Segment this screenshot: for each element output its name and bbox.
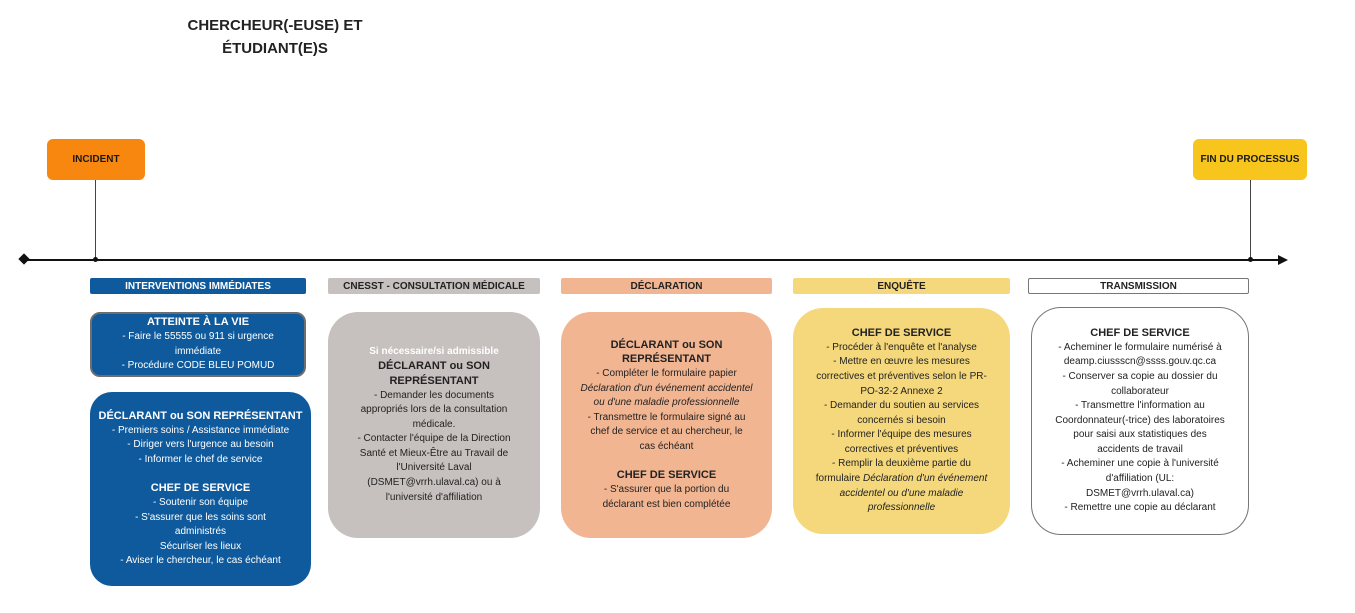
interventions-roles-box bbox=[90, 392, 311, 586]
transmission-box bbox=[1031, 307, 1249, 535]
enquete-mixed-plain: formulaire bbox=[815, 473, 864, 485]
end-of-process-milestone: FIN DU PROCESSUS bbox=[1193, 139, 1307, 180]
cnesst-line: l'université d'affiliation bbox=[385, 491, 483, 503]
transmission-line: collaborateur bbox=[1111, 385, 1169, 397]
cnesst-line: Santé et Mieux-Être au Travail de bbox=[359, 447, 509, 459]
declaration-chef-line: - S'assurer que la portion du bbox=[603, 484, 730, 496]
declaration-heading: REPRÉSENTANT bbox=[621, 353, 712, 366]
timeline-dot-incident bbox=[93, 257, 98, 262]
enquete-line: correctives et préventives selon le PR- bbox=[816, 370, 987, 382]
transmission-line: accidents de travail bbox=[1097, 443, 1183, 455]
cnesst-line: appropriés lors de la consultation bbox=[360, 404, 508, 416]
enquete-form-name: professionnelle bbox=[867, 502, 936, 514]
enquete-line: concernés si besoin bbox=[857, 414, 946, 426]
timeline-arrowhead bbox=[1278, 255, 1288, 265]
enquete-line: correctives et préventives bbox=[844, 443, 959, 455]
chef-line: administrés bbox=[174, 526, 227, 538]
cnesst-line: médicale. bbox=[412, 418, 456, 430]
declaration-line: cas échéant bbox=[639, 440, 694, 452]
timeline-axis bbox=[26, 259, 1282, 261]
enquete-mixed-italic: Déclaration d'un événement bbox=[863, 473, 988, 485]
transmission-line: DSMET@vrrh.ulaval.ca) bbox=[1086, 487, 1194, 499]
phase-enquete: ENQUÊTE bbox=[793, 278, 1010, 294]
timeline-dot-end bbox=[1248, 257, 1253, 262]
incident-connector bbox=[95, 180, 96, 260]
transmission-line: - Acheminer une copie à l'université bbox=[1061, 458, 1219, 470]
incident-milestone: INCIDENT bbox=[47, 139, 145, 180]
enquete-line: - Procéder à l'enquête et l'analyse bbox=[826, 341, 977, 353]
declaration-line: - Compléter le formulaire papier bbox=[596, 367, 737, 379]
enquete-line: - Remplir la deuxième partie du bbox=[832, 458, 971, 470]
page-title-line-2: ÉTUDIANT(E)S bbox=[222, 40, 328, 57]
phase-cnesst-consultation: CNESST - CONSULTATION MÉDICALE bbox=[328, 278, 540, 294]
transmission-line: deamp.ciussscn@ssss.gouv.qc.ca bbox=[1063, 356, 1217, 368]
atteinte-line: - Faire le 55555 ou 911 si urgence bbox=[122, 330, 274, 342]
declaration-chef-line: déclarant est bien complétée bbox=[602, 498, 731, 510]
chef-line: - S'assurer que les soins sont bbox=[135, 511, 266, 523]
atteinte-line: immédiate bbox=[174, 345, 222, 357]
transmission-line: Coordonnateur(-trice) des laboratoires bbox=[1055, 414, 1225, 426]
declaration-line: chef de service et au chercheur, le bbox=[590, 426, 743, 438]
end-connector bbox=[1250, 180, 1251, 260]
phase-declaration: DÉCLARATION bbox=[561, 278, 772, 294]
transmission-line: - Acheminer le formulaire numérisé à bbox=[1058, 341, 1222, 353]
enquete-heading: CHEF DE SERVICE bbox=[851, 327, 952, 340]
chef-line: - Soutenir son équipe bbox=[152, 497, 249, 508]
cnesst-box bbox=[328, 312, 540, 538]
enquete-line: - Informer l'équipe des mesures bbox=[831, 429, 972, 441]
transmission-line: d'affiliation (UL: bbox=[1105, 473, 1175, 485]
declaration-form-name: Déclaration d'un événement accidentel bbox=[580, 382, 753, 394]
transmission-line: - Conserver sa copie au dossier du bbox=[1062, 370, 1218, 382]
chef-service-heading: CHEF DE SERVICE bbox=[150, 482, 251, 495]
cnesst-note: Si nécessaire/si admissible bbox=[369, 345, 499, 357]
page-title-line-1: CHERCHEUR(-EUSE) ET bbox=[187, 17, 363, 34]
cnesst-heading: REPRÉSENTANT bbox=[389, 374, 479, 387]
enquete-line: PO-32-2 Annexe 2 bbox=[860, 385, 943, 397]
declarant-heading: DÉCLARANT ou SON REPRÉSENTANT bbox=[98, 410, 303, 423]
chef-line: - Aviser le chercheur, le cas échéant bbox=[120, 555, 281, 567]
enquete-form-name: accidentel ou d'une maladie bbox=[839, 487, 964, 499]
page-title bbox=[165, 14, 385, 60]
declaration-heading: DÉCLARANT ou SON bbox=[610, 338, 723, 351]
atteinte-vie-box bbox=[90, 312, 306, 377]
transmission-heading: CHEF DE SERVICE bbox=[1090, 327, 1190, 340]
enquete-box bbox=[793, 308, 1010, 534]
declaration-form-name: ou d'une maladie professionnelle bbox=[593, 397, 740, 409]
cnesst-line: - Contacter l'équipe de la Direction bbox=[357, 433, 511, 445]
enquete-line: - Demander du soutien au services bbox=[823, 400, 980, 412]
timeline-start-diamond bbox=[18, 253, 29, 264]
declarant-line: - Premiers soins / Assistance immédiate bbox=[111, 424, 290, 436]
chef-line: Sécuriser les lieux bbox=[159, 540, 242, 552]
declaration-chef-heading: CHEF DE SERVICE bbox=[616, 469, 717, 482]
cnesst-line: - Demander les documents bbox=[373, 389, 495, 401]
atteinte-vie-heading: ATTEINTE À LA VIE bbox=[146, 316, 250, 329]
phase-interventions-immediates: INTERVENTIONS IMMÉDIATES bbox=[90, 278, 306, 294]
transmission-line: - Transmettre l'information au bbox=[1075, 400, 1205, 412]
declarant-line: - Informer le chef de service bbox=[138, 453, 263, 465]
declarant-line: - Diriger vers l'urgence au besoin bbox=[127, 439, 274, 451]
enquete-line: - Mettre en œuvre les mesures bbox=[833, 356, 970, 368]
declaration-box bbox=[561, 312, 772, 538]
transmission-line: - Remettre une copie au déclarant bbox=[1064, 502, 1216, 514]
declaration-line: - Transmettre le formulaire signé au bbox=[587, 411, 746, 423]
cnesst-line: l'Université Laval bbox=[396, 462, 472, 474]
transmission-line: pour saisi aux statistiques des bbox=[1073, 429, 1207, 441]
phase-transmission: TRANSMISSION bbox=[1028, 278, 1249, 294]
cnesst-line: (DSMET@vrrh.ulaval.ca) ou à bbox=[367, 477, 501, 489]
atteinte-line: - Procédure CODE BLEU POMUD bbox=[121, 360, 275, 372]
cnesst-heading: DÉCLARANT ou SON bbox=[378, 360, 490, 373]
